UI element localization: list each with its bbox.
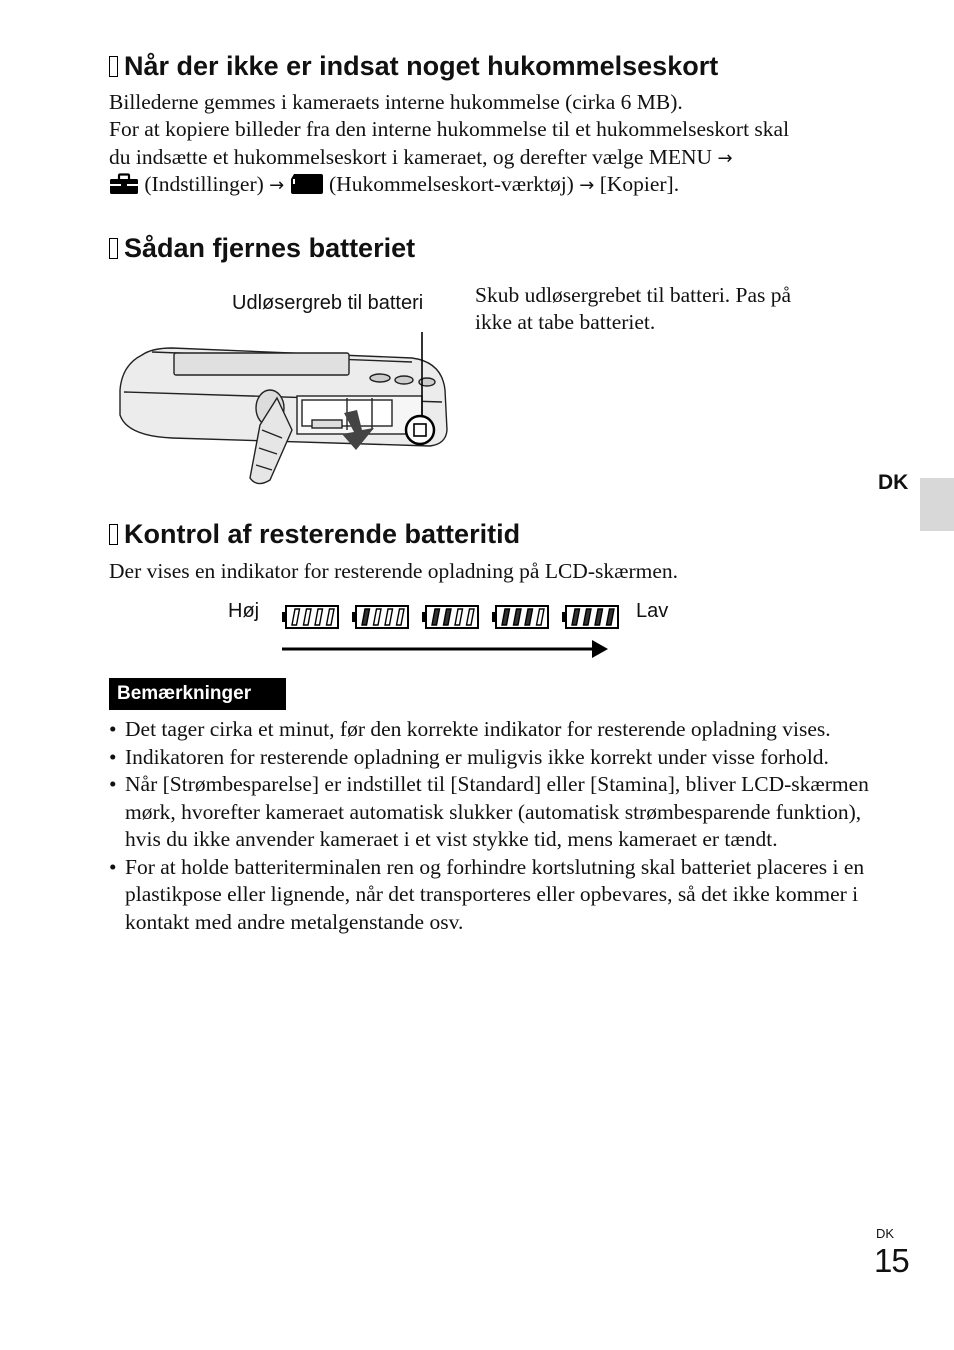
- section-heading-battery-check: [109, 518, 520, 550]
- heading-marker-icon: [109, 238, 118, 259]
- language-tab: [920, 478, 954, 531]
- notes-badge: Bemærkninger: [109, 678, 286, 710]
- card-tool-label: (Hukommelseskort-værktøj): [329, 172, 574, 196]
- battery-icon: [492, 606, 548, 628]
- memory-card-icon: [290, 173, 324, 195]
- battery-low-label: Lav: [636, 600, 669, 622]
- paragraph-text: du indsætte et hukommelseskort i kameraet, og derefter vælge MENU: [109, 145, 713, 169]
- bullet-icon: •: [109, 854, 117, 879]
- settings-label: (Indstillinger): [144, 172, 264, 196]
- page-number: 15: [874, 1242, 909, 1279]
- notes-list: [109, 716, 899, 936]
- paragraph-line: ikke at tabe batteriet.: [475, 310, 656, 334]
- camera-battery-illustration: [112, 320, 457, 490]
- arrow-right-icon: →: [269, 175, 285, 196]
- heading-text: Når der ikke er indsat noget hukommelseskort: [124, 51, 719, 81]
- figure-label: Udløsergreb til batteri: [232, 292, 424, 314]
- bullet-icon: •: [109, 772, 117, 796]
- heading-marker-icon: [109, 524, 118, 545]
- list-item: [109, 771, 899, 854]
- list-item: [109, 716, 899, 744]
- paragraph-line: [109, 144, 733, 173]
- bullet-icon: •: [109, 744, 117, 769]
- paragraph-line: Skub udløsergrebet til batteri. Pas på: [475, 283, 792, 307]
- list-item: [109, 854, 899, 937]
- section-heading-no-memory-card: [109, 50, 718, 82]
- heading-text: Sådan fjernes batteriet: [124, 233, 416, 263]
- heading-text: Kontrol af resterende batteritid: [124, 519, 521, 549]
- arrow-right-icon: →: [717, 148, 733, 169]
- battery-icon: [282, 606, 338, 628]
- list-item: [109, 744, 899, 772]
- language-tab-label: DK: [878, 471, 909, 494]
- list-item-text: For at holde batteriterminalen ren og forhindre kortslutning skal batteriet placeres i en plastikpose eller lignende, når det transporteres eller opbevares, så det ikke kommer i kontakt med andre metalgenstande osv.: [125, 854, 865, 934]
- battery-icon: [562, 606, 618, 628]
- battery-icon: [422, 606, 478, 628]
- battery-high-label: Høj: [228, 600, 260, 622]
- copy-label: [Kopier].: [599, 172, 680, 196]
- arrow-right-icon: →: [579, 175, 595, 196]
- list-item-text: Det tager cirka et minut, før den korrekte indikator for resterende opladning vises.: [125, 717, 831, 741]
- section-heading-remove-battery: [109, 232, 415, 264]
- paragraph-line: Der vises en indikator for resterende opladning på LCD-skærmen.: [109, 559, 678, 583]
- menu-path-line: [109, 171, 679, 200]
- battery-icon: [352, 606, 408, 628]
- battery-indicator-row: [276, 600, 621, 664]
- heading-marker-icon: [109, 56, 118, 77]
- arrow-right-icon: [592, 640, 608, 658]
- list-item-text: Når [Strømbesparelse] er indstillet til [Standard] eller [Stamina], bliver LCD-skærmen mørk, hvorefter kameraet automatisk slukker (automatisk strømbesparende funktion), hvis du ikke anvender kameraet i et vist stykke tid, mens kameraet er tændt.: [125, 772, 869, 851]
- paragraph-line: For at kopiere billeder fra den interne hukommelse til et hukommelseskort skal: [109, 117, 790, 141]
- paragraph-line: Billederne gemmes i kameraets interne hukommelse (cirka 6 MB).: [109, 90, 683, 114]
- list-item-text: Indikatoren for resterende opladning er muligvis ikke korrekt under visse forhold.: [125, 744, 829, 769]
- bullet-icon: •: [109, 717, 117, 741]
- toolbox-icon: [109, 173, 139, 195]
- footer-language: DK: [876, 1226, 895, 1241]
